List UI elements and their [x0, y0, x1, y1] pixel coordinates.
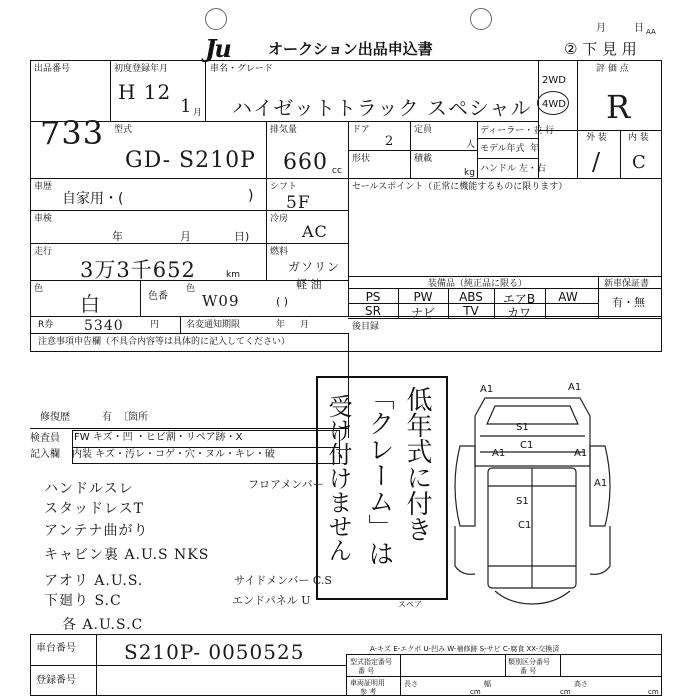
model-year-unit: 年: [530, 144, 540, 154]
damage-mark: A1: [574, 448, 588, 459]
shape-label: 形状: [352, 154, 371, 164]
handle-label: ハンドル 左・右: [480, 164, 546, 174]
4wd-circle: [537, 91, 569, 115]
type-no-label: 型式指定番号: [350, 658, 392, 666]
model-label: 型式: [114, 125, 133, 135]
first-reg-month: 1: [180, 96, 193, 117]
equip-pw: PW: [413, 290, 433, 304]
usage-close: ): [248, 188, 254, 204]
selling-point-label: セールスポイント（正常に機能するものに限ります）: [352, 182, 568, 192]
damage-legend: A-キズ E-エクボ U-凹み W-補修跡 S-サビ C-腐食 XX-交換済: [370, 645, 560, 653]
usage-label: 車歴: [34, 182, 53, 192]
spare-label: スペア: [398, 600, 422, 609]
fuel-label: 燃料: [270, 247, 289, 257]
capacity-unit: 人: [466, 140, 476, 150]
first-reg-label: 初度登録年月: [114, 64, 169, 74]
color-value: 白: [80, 292, 101, 316]
mileage-label: 走行: [34, 247, 53, 257]
vehicle-damage-diagram: [440, 376, 620, 616]
color-code-value: W09: [202, 292, 240, 310]
car-name-label: 車名・グレード: [210, 64, 274, 74]
fuel-value: ガソリン: [288, 260, 341, 274]
note-line-4: キャビン裏 A.U.S NKS: [44, 547, 210, 563]
damage-mark: A1: [594, 478, 608, 489]
equip-abs: ABS: [459, 290, 483, 304]
reg-no-label: 登録番号: [36, 675, 76, 686]
interior-value: C: [632, 152, 647, 173]
length-unit: cm: [470, 688, 481, 696]
damage-mark: A1: [492, 448, 506, 459]
frame-no-label: 車台番号: [36, 643, 76, 654]
length-label: 長さ: [404, 680, 418, 688]
note-right-1: フロアメンバー: [248, 478, 324, 491]
exterior-label: 外 装: [586, 133, 607, 143]
note-line-2: スタッドレスT: [44, 501, 144, 517]
note-right-2: サイドメンバー C.S: [234, 574, 332, 587]
kg-unit: kg: [464, 168, 475, 178]
inspection-month: 月: [180, 230, 191, 243]
ac-label: 冷房: [270, 214, 289, 224]
note-line-5: アオリ A.U.S.: [44, 573, 144, 589]
repair-value: 有: [102, 412, 112, 423]
first-reg-value: H 12: [118, 80, 172, 104]
equip-navi: ナビ: [410, 306, 435, 320]
shift-label: シフト: [270, 182, 298, 192]
shift-value: 5F: [286, 193, 311, 213]
truck-outline: [455, 398, 610, 604]
month-label: 月: [596, 23, 606, 34]
car-name-value: ハイゼットトラック スペシャル: [232, 96, 532, 120]
form-title: オークション出品申込書: [268, 40, 433, 58]
inspector-label: 検査員: [30, 433, 60, 444]
equip-ps: PS: [365, 290, 381, 304]
color-code-label: 色: [186, 284, 196, 294]
new-warranty-label: 新車保証書: [604, 279, 650, 289]
equip-leather: カワ: [506, 306, 531, 320]
note-right-3: エンドパネル U: [232, 594, 311, 607]
door-value: 2: [385, 134, 395, 149]
inspection-year: 年: [112, 230, 123, 243]
equipment-title: 装備品（純正品に限る）: [428, 279, 528, 289]
2wd-label: 2WD: [542, 75, 566, 86]
deadline-month: 月: [300, 320, 310, 330]
frame-no-value: S210P- 0050525: [124, 640, 305, 664]
damage-mark: A1: [480, 384, 494, 395]
usage-value: 自家用・(: [62, 191, 124, 207]
fuel-option: 軽 油: [296, 278, 322, 291]
model-value: GD- S210P: [125, 148, 256, 173]
height-unit: cm: [648, 688, 659, 696]
note-line-7: 各 A.U.S.C: [62, 617, 144, 633]
inspection-label: 車検: [34, 214, 53, 224]
dealer-label: ディーラー・並 行: [480, 126, 555, 136]
interior-label: 内 装: [628, 133, 649, 143]
after-label: 後目録: [352, 322, 380, 332]
color-label: 色: [34, 284, 44, 294]
new-warranty-value: 有・無: [612, 296, 645, 309]
note-line-1: ハンドルスレ: [44, 481, 134, 497]
4wd-label: 4WD: [542, 99, 566, 110]
repair-place: 〔箇所: [118, 412, 148, 423]
displacement-label: 排気量: [270, 125, 298, 135]
model-year-label: モデル年式: [480, 144, 525, 154]
class-no-sub: 番 号: [520, 667, 537, 675]
door-label: ドア: [352, 125, 370, 135]
class-no-label: 類別区分番号: [508, 658, 550, 666]
ju-logo: Ju: [205, 34, 230, 63]
equip-sr: SR: [365, 304, 381, 318]
type-no-sub: 番 号: [358, 667, 375, 675]
height-label: 高さ: [574, 680, 588, 688]
cert-sub: 参 考: [360, 688, 377, 696]
day-suffix: AA: [646, 28, 656, 36]
equip-aw: AW: [558, 290, 578, 304]
yen-unit: 円: [150, 320, 160, 330]
first-reg-month-unit: 月: [193, 108, 203, 118]
equip-tv: TV: [463, 304, 479, 318]
ac-value: AC: [302, 222, 328, 241]
recycle-value: 5340: [84, 318, 124, 334]
damage-mark: C1: [520, 440, 534, 451]
listing-no-value: 733: [40, 114, 105, 152]
fuel-paren: ( ): [276, 295, 289, 308]
stamp-col-3: 受け付けません: [324, 394, 352, 562]
entry-label: 記入欄: [30, 449, 60, 460]
equip-airbag: エアB: [502, 292, 536, 306]
width-label: 幅: [484, 680, 491, 688]
displacement-value: 660: [283, 150, 328, 175]
entry-codes: 内装 キズ・汚レ・コゲ・穴・ヌル・キレ・破: [72, 449, 275, 460]
notes-label: 注意事項申告欄（不具合内容等は具体的に記入してください）: [38, 337, 291, 347]
eval-label: 評 価 点: [596, 64, 629, 74]
damage-mark: A1: [568, 382, 582, 393]
color-no-label: 色番: [148, 291, 168, 302]
cc-unit: cc: [332, 166, 342, 176]
listing-no-label: 出品番号: [34, 64, 71, 74]
note-line-6: 下廻り S.C: [44, 593, 122, 609]
inspector-codes: FW キズ・凹 ・ヒビ割・リペア跡・X: [74, 432, 243, 443]
damage-mark: C1: [518, 520, 532, 531]
deadline-label: 名変通知期限: [186, 320, 241, 330]
damage-mark: S1: [516, 422, 529, 433]
copy-label: ② 下 見 用: [564, 40, 637, 58]
damage-mark: S1: [516, 496, 529, 507]
eval-value: R: [606, 88, 632, 126]
payload-label: 積載: [414, 154, 433, 164]
km-unit: km: [226, 270, 240, 280]
repair-label: 修復歴: [40, 412, 70, 423]
stamp-col-1: 低年式に付き: [402, 386, 432, 542]
mileage-value: 3万3千652: [80, 258, 196, 282]
exterior-value: /: [592, 148, 602, 176]
recycle-label: R券: [38, 320, 54, 330]
deadline-year: 年: [276, 320, 286, 330]
note-line-3: アンテナ曲がり: [44, 523, 149, 539]
punch-hole-right: [470, 8, 492, 30]
stamp-col-2: 「クレーム」は: [364, 384, 394, 566]
day-label: 日: [634, 23, 644, 34]
inspection-day: 日): [234, 230, 250, 243]
width-unit: cm: [560, 688, 571, 696]
capacity-label: 定員: [414, 125, 433, 135]
cert-label: 車両証明用: [350, 679, 385, 687]
punch-hole-left: [205, 8, 227, 30]
